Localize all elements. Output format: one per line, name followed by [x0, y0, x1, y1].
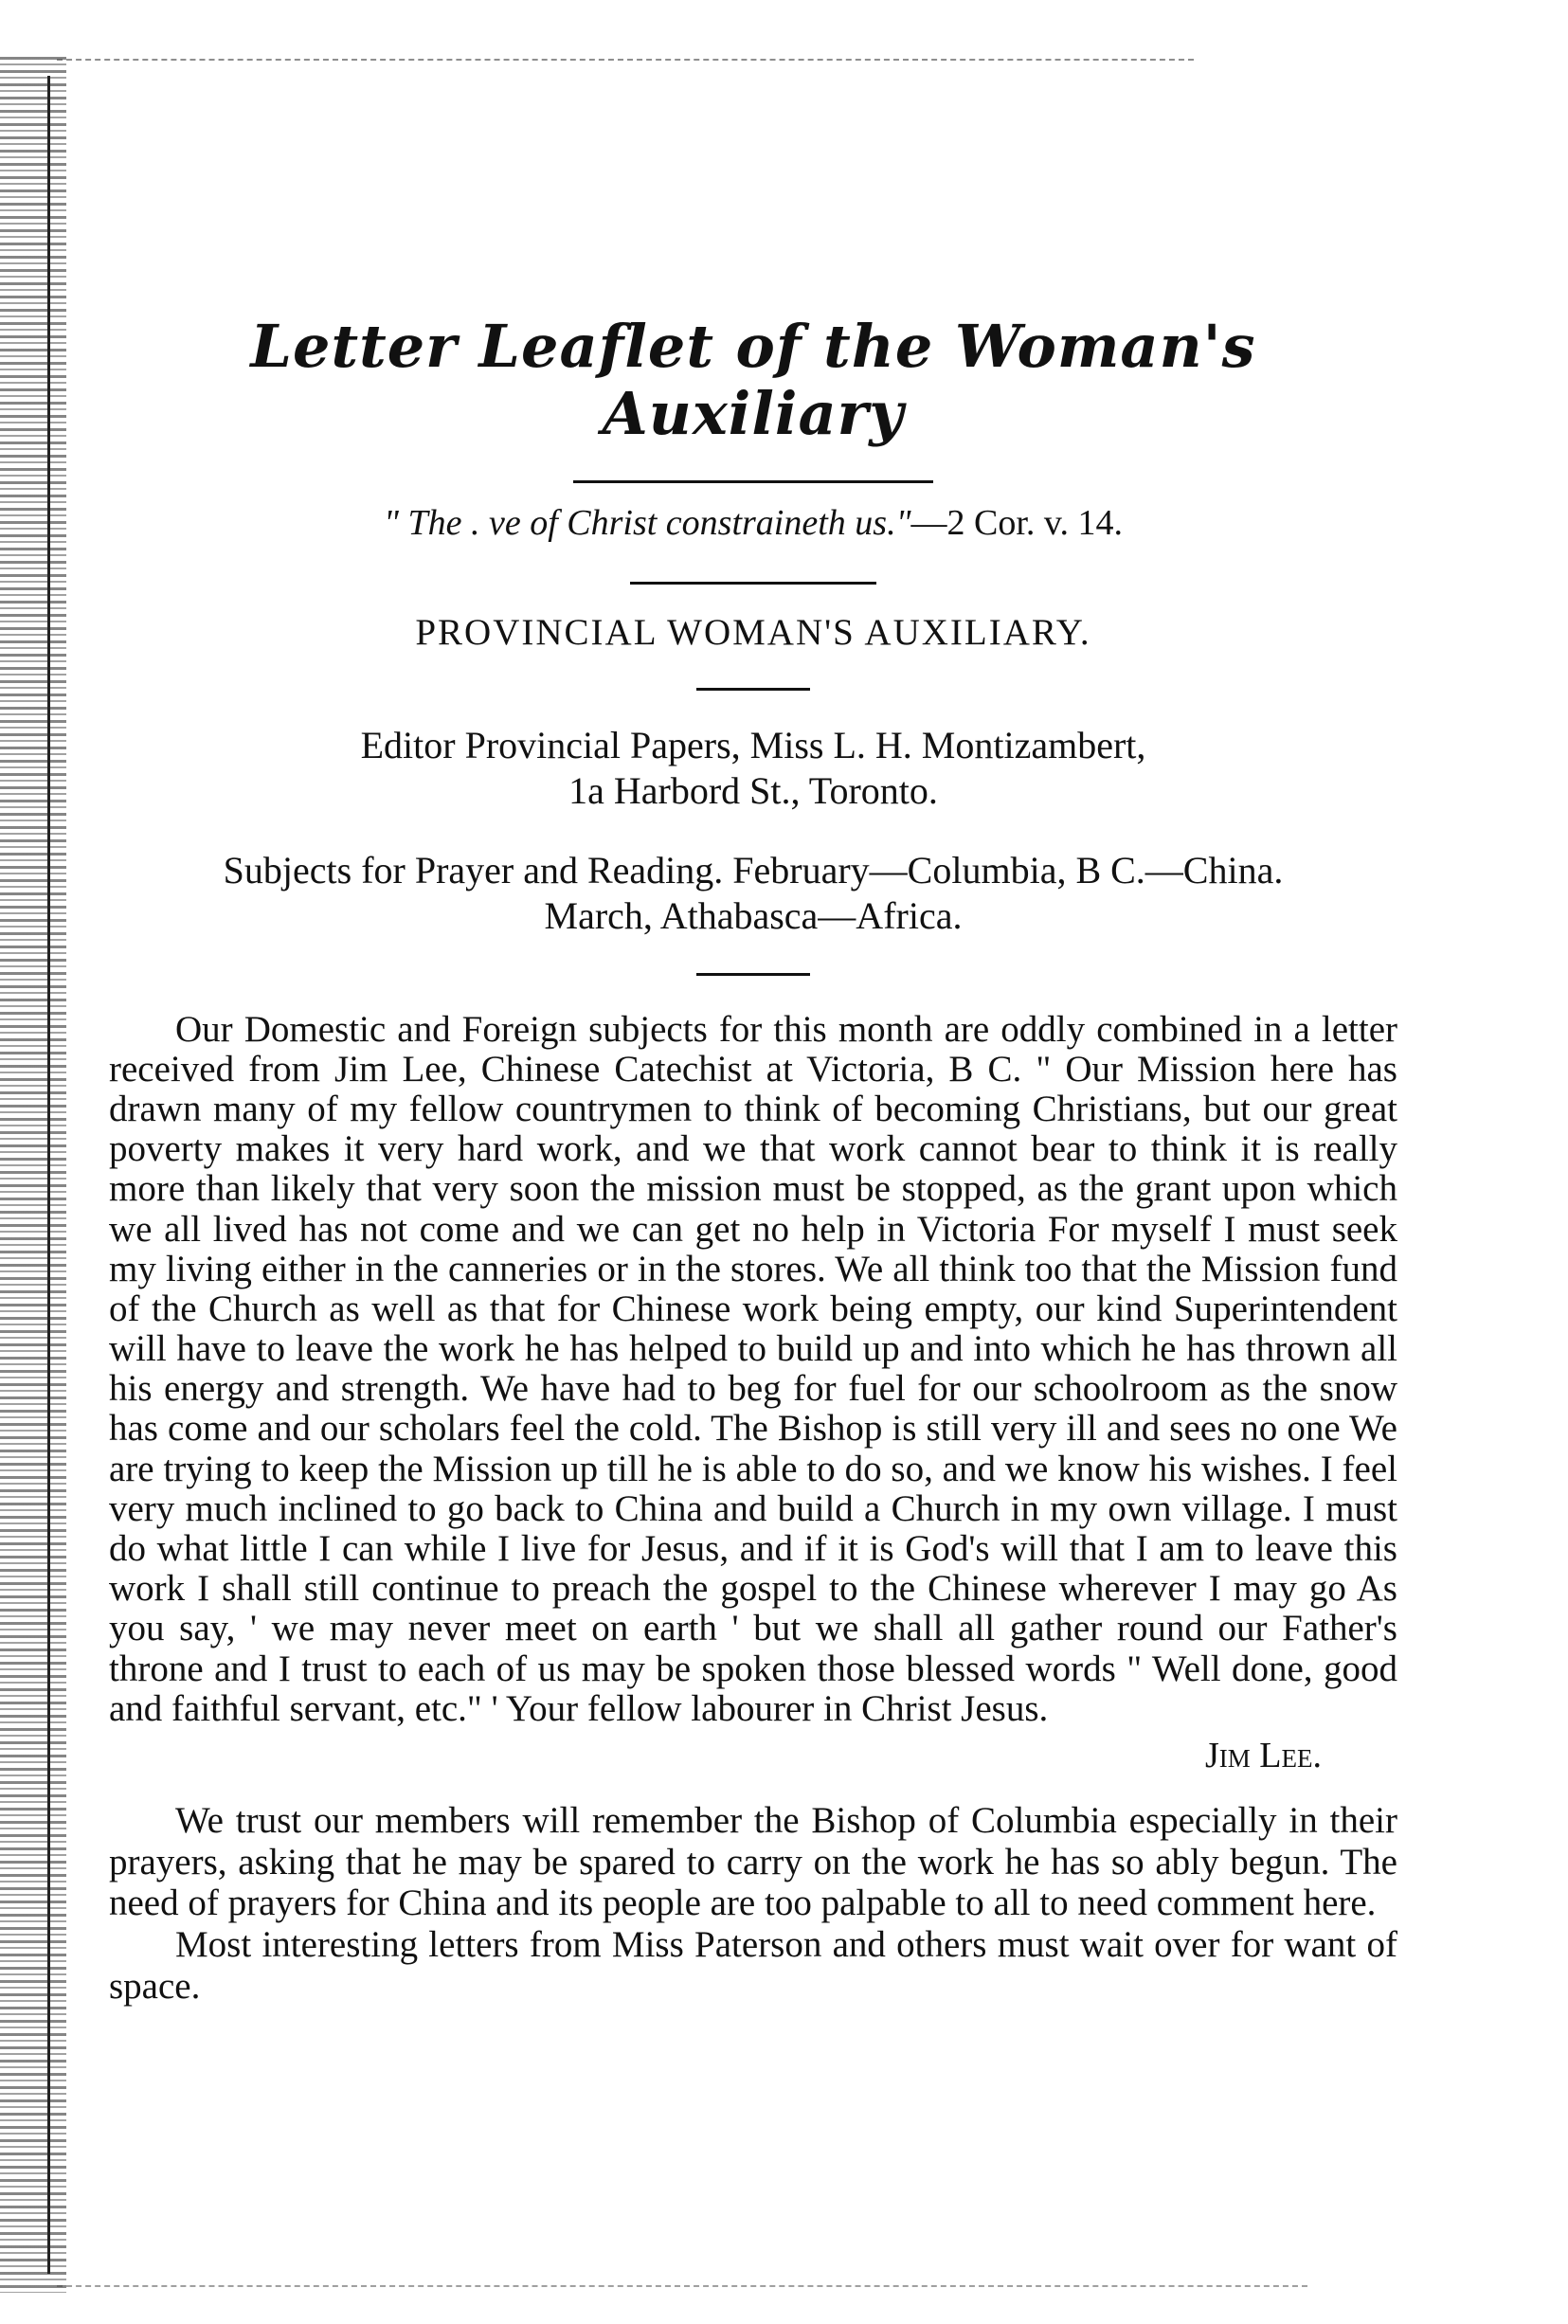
binding-edge: [0, 57, 66, 2293]
divider-rule: [696, 688, 810, 691]
closing-paragraph-2: Most interesting letters from Miss Paterson and others must wait over for want of space.: [109, 1924, 1397, 2007]
letter-section: [109, 1010, 1397, 1775]
divider-rule: [696, 973, 810, 976]
leaflet-content: [109, 313, 1397, 2007]
subjects-line-1: Subjects for Prayer and Reading. February—Columbia, B C.—China.: [223, 848, 1284, 892]
editor-address: 1a Harbord St., Toronto.: [568, 768, 938, 812]
motto-quote: " The . ve of Christ constraineth us.": [384, 502, 911, 543]
letter-body: Our Domestic and Foreign subjects for this month are oddly combined in a letter received from Jim Lee, Chinese Catechist at Victoria, B C. " Our Mission here has drawn many of my fellow countrymen to think of becoming Christians, but our great poverty makes it very hard work, and we that work cannot bear to think it is really more than likely that very soon the mission must be stopped, as the grant upon which we all lived has not come and we can get no help in Victoria For myself I must seek my living either in the canneries or in the stores. We all think too that the Mission fund of the Church as well as that for Chinese work being empty, our kind Superintendent will have to leave the work he has helped to build up and into which he has thrown all his energy and strength. We have had to beg for fuel for our schoolroom as the snow has come and our scholars feel the cold. The Bishop is still very ill and sees no one We are trying to keep the Mission up till he is able to do so, and we know his wishes. I feel very much inclined to go back to China and build a Church in my own village. I must do what little I can while I live for Jesus, and if it is God's will that I am to leave this work I shall still continue to preach the gospel to the Chinese wherever I may go As you say, ' we may never meet on earth ' but we shall all gather round our Father's throne and I trust to each of us may be spoken those blessed words " Well done, good and faithful servant, etc." ' Your fellow labourer in Christ Jesus.: [109, 1008, 1397, 1729]
editor-block: [109, 723, 1397, 814]
leaflet-title: Letter Leaflet of the Woman's Auxiliary: [250, 312, 1256, 449]
top-scan-edge: [57, 59, 1194, 61]
motto: [109, 502, 1397, 544]
motto-reference: —2 Cor. v. 14.: [910, 502, 1123, 543]
editor-line: Editor Provincial Papers, Miss L. H. Montizambert,: [360, 723, 1146, 766]
closing-paragraph-1: We trust our members will remember the Bishop of Columbia especially in their prayers, asking that he may be spared to carry on the work he has so ably begun. The need of prayers for China and its people are too palpable to all to need comment here.: [109, 1800, 1397, 1924]
binding-line: [47, 76, 50, 2274]
divider-rule: [573, 480, 933, 483]
subjects-line-2: March, Athabasca—Africa.: [544, 893, 963, 937]
letter-signature: Jim Lee.: [1205, 1735, 1322, 1775]
divider-rule: [630, 582, 876, 585]
bottom-scan-edge: [57, 2285, 1307, 2287]
provincial-heading: PROVINCIAL WOMAN'S AUXILIARY.: [415, 611, 1091, 653]
prayer-subjects: [109, 848, 1397, 939]
